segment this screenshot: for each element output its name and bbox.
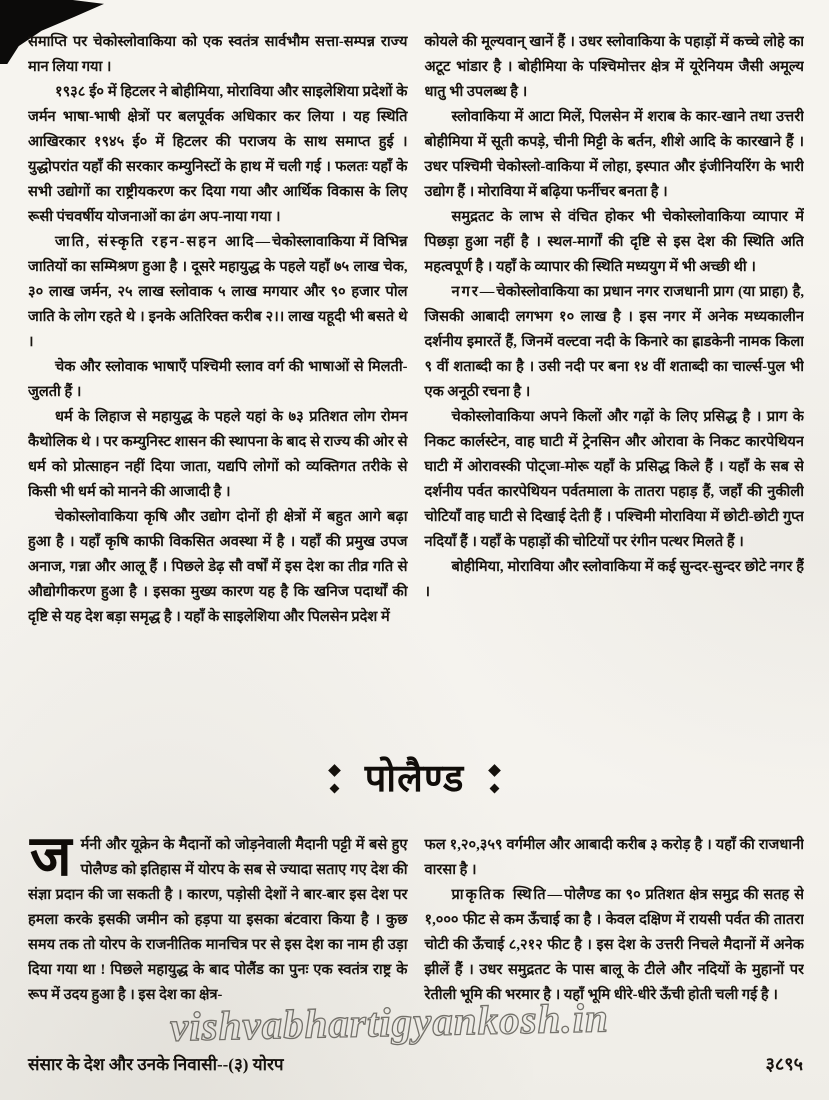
paragraph-with-dropcap: जर्मनी और यूक्रेन के मैदानों को जोड़नेवाली मैदानी पट्टी में बसे हुए पोलैण्ड को इतिहास में योरप के सब से ज्यादा सताए गए देश की संज्ञा प्रदान की जा सकती है । कारण, पड़ोसी देशों ने बार-बार इस देश पर हमला करके इसकी जमीन को हड़पा या इसका बंटवारा किया है । कुछ समय तक तो योरप के राजनीतिक मानचित्र पर से इस देश का नाम ही उड़ा दिया गया था ! पिछले महायुद्ध के बाद पोलैंड का पुनः एक स्वतंत्र राष्ट्र के रूप में उदय हुआ है । इस देश का क्षेत्र-	[28, 833, 408, 1003]
paragraph: चेकोस्लोवाकिया कृषि और उद्योग दोनों ही क्षेत्रों में बहुत आगे बढ़ा हुआ है । यहाँ कृषि काफी विकसित अवस्था में है । यहाँ की प्रमुख उपज अनाज, गन्ना और आलू हैं । पिछले डेढ़ सौ वर्षों में इस देश का तीव्र गति से औद्योगीकरण हुआ है । इसका मुख्य कारण यह है कि खनिज पदार्थों की दृष्टि से यह देश बड़ा समृद्ध है । यहाँ के साइलेशिया और पिलसेन प्रदेश में	[28, 509, 408, 625]
paragraph: स्लोवाकिया में आटा मिलें, पिलसेन में शराब के कार-खाने तथा उत्तरी बोहीमिया में सूती कपड़े, चीनी मिट्टी के बर्तन, शीशे आदि के कारखाने हैं । उधर पश्चिमी चेकोस्लो-वाकिया में लोहा, इस्पात और इंजीनियरिंग के भारी उद्योग हैं । मोराविया में बढ़िया फर्नीचर बनता है ।	[424, 109, 804, 200]
run-in-heading: प्राकृतिक स्थिति—	[451, 887, 565, 903]
page-number: ३८९५	[765, 1054, 803, 1074]
page-footer	[28, 1052, 803, 1076]
run-in-heading: जाति, संस्कृति रहन-सहन आदि—	[55, 234, 273, 250]
paragraph: फल १,२०,३५९ वर्गमील और आबादी करीब ३ करोड़ है । यहाँ की राजधानी वारसा है ।	[424, 837, 804, 878]
run-in-heading: नगर—	[451, 284, 497, 300]
column-right	[425, 833, 805, 1049]
paragraph: चेक और स्लोवाक भाषाएँ पश्चिमी स्लाव वर्ग की भाषाओं से मिलती-जुलती हैं ।	[28, 359, 408, 400]
section-czechoslovakia	[28, 30, 804, 746]
column-left	[28, 833, 408, 1049]
paragraph: चेकोस्लोवाकिया अपने किलों और गढ़ों के लिए प्रसिद्ध है । प्राग के निकट कार्लस्टेन, वाह घाटी में ट्रेनसिन और ओरावा के निकट कारपेथियन घाटी में ओरावस्की पोट्जा-मोरू यहाँ के प्रसिद्ध किले हैं । यहाँ के सब से दर्शनीय पर्वत कारपेथियन पर्वतमाला के तातरा पहाड़ हैं, जहाँ की नुकीली चोटियाँ वाह घाटी से दिखाई देती हैं । पश्चिमी मोराविया में छोटी-छोटी गुप्त नदियाँ हैं । यहाँ के पहाड़ों की चोटियों पर रंगीन पत्थर मिलते हैं ।	[424, 409, 804, 550]
footer-book-title: संसार के देश और उनके निवासी--(३) योरप	[28, 1055, 284, 1074]
diamond-colon-ornament-left	[330, 766, 339, 792]
chapter-heading-row	[0, 748, 829, 810]
column-right	[425, 30, 805, 746]
chapter-title: पोलैण्ड	[364, 758, 465, 800]
paragraph: नगर—चेकोस्लोवाकिया का प्रधान नगर राजधानी प्राग (या प्राहा) है, जिसकी आबादी लगभग १० लाख है । इस नगर में अनेक मध्यकालीन दर्शनीय इमारतें हैं, जिनमें वल्टवा नदी के किनारे का ह्राडकेनी नामक किला ९ वीं शताब्दी का है । उसी नदी पर बना १४ वीं शताब्दी का चार्ल्स-पुल भी एक अनूठी रचना है ।	[424, 284, 804, 400]
paragraph: १९३८ ई० में हिटलर ने बोहीमिया, मोराविया और साइलेशिया प्रदेशों के जर्मन भाषा-भाषी क्षेत्रों पर बलपूर्वक अधिकार कर लिया । यह स्थिति आखिरकार १९४५ ई० में हिटलर की पराजय के साथ समाप्त हुई । युद्धोपरांत यहाँ की सरकार कम्युनिस्टों के हाथ में चली गई । फलतः यहाँ के सभी उद्योगों का राष्ट्रीयकरण कर दिया गया और आर्थिक विकास के लिए रूसी पंचवर्षीय योजनाओं का ढंग अप-नाया गया ।	[28, 84, 408, 225]
section-poland	[28, 833, 804, 1049]
column-left	[28, 30, 408, 746]
paragraph: समाप्ति पर चेकोस्लोवाकिया को एक स्वतंत्र सार्वभौम सत्ता-सम्पन्न राज्य मान लिया गया ।	[28, 34, 408, 75]
diamond-colon-ornament-right	[490, 766, 499, 792]
watermark-text: vishvabhartigyankosh.in	[169, 994, 610, 1050]
drop-cap: ज	[30, 833, 72, 888]
paragraph: बोहीमिया, मोराविया और स्लोवाकिया में कई सुन्दर-सुन्दर छोटे नगर हैं ।	[424, 559, 804, 600]
paragraph: प्राकृतिक स्थिति—पोलैण्ड का ९० प्रतिशत क्षेत्र समुद्र की सतह से १,००० फीट से कम ऊँचाई का है । केवल दक्षिण में रायसी पर्वत की तातरा चोटी की ऊँचाई ८,२१२ फीट है । इस देश के उत्तरी निचले मैदानों में अनेक झीलें हैं । उधर समुद्रतट के पास बालू के टीले और नदियों के मुहानों पर रेतीली भूमि की भरमार है । यहाँ भूमि धीरे-धीरे ऊँची होती चली गई है ।	[424, 887, 804, 1003]
paragraph: कोयले की मूल्यवान् खानें हैं । उधर स्लोवाकिया के पहाड़ों में कच्चे लोहे का अटूट भांडार है । बोहीमिया के पश्चिमोत्तर क्षेत्र में यूरेनियम जैसी अमूल्य धातु भी उपलब्ध है ।	[424, 34, 804, 100]
paragraph: धर्म के लिहाज से महायुद्ध के पहले यहां के ७३ प्रतिशत लोग रोमन कैथोलिक थे । पर कम्युनिस्ट शासन की स्थापना के बाद से राज्य की ओर से धर्म को प्रोत्साहन नहीं दिया जाता, यद्यपि लोगों को व्यक्तिगत तरीके से किसी भी धर्म को मानने की आजादी है ।	[28, 409, 408, 500]
paragraph: समुद्रतट के लाभ से वंचित होकर भी चेकोस्लोवाकिया व्यापार में पिछड़ा हुआ नहीं है । स्थल-मार्गों की दृष्टि से इस देश की स्थिति अति महत्वपूर्ण है । यहाँ के व्यापार की स्थिति मध्ययुग में भी अच्छी थी ।	[424, 209, 804, 275]
paragraph: जाति, संस्कृति रहन-सहन आदि—चेकोस्लावाकिया में विभिन्न जातियों का सम्मिश्रण हुआ है । दूसरे महायुद्ध के पहले यहाँ ७५ लाख चेक, ३० लाख जर्मन, २५ लाख स्लोवाक ५ लाख मगयार और ९० हजार पोल जाति के लोग रहते थे । इनके अतिरिक्त करीब २।। लाख यहूदी भी बसते थे ।	[28, 234, 408, 350]
